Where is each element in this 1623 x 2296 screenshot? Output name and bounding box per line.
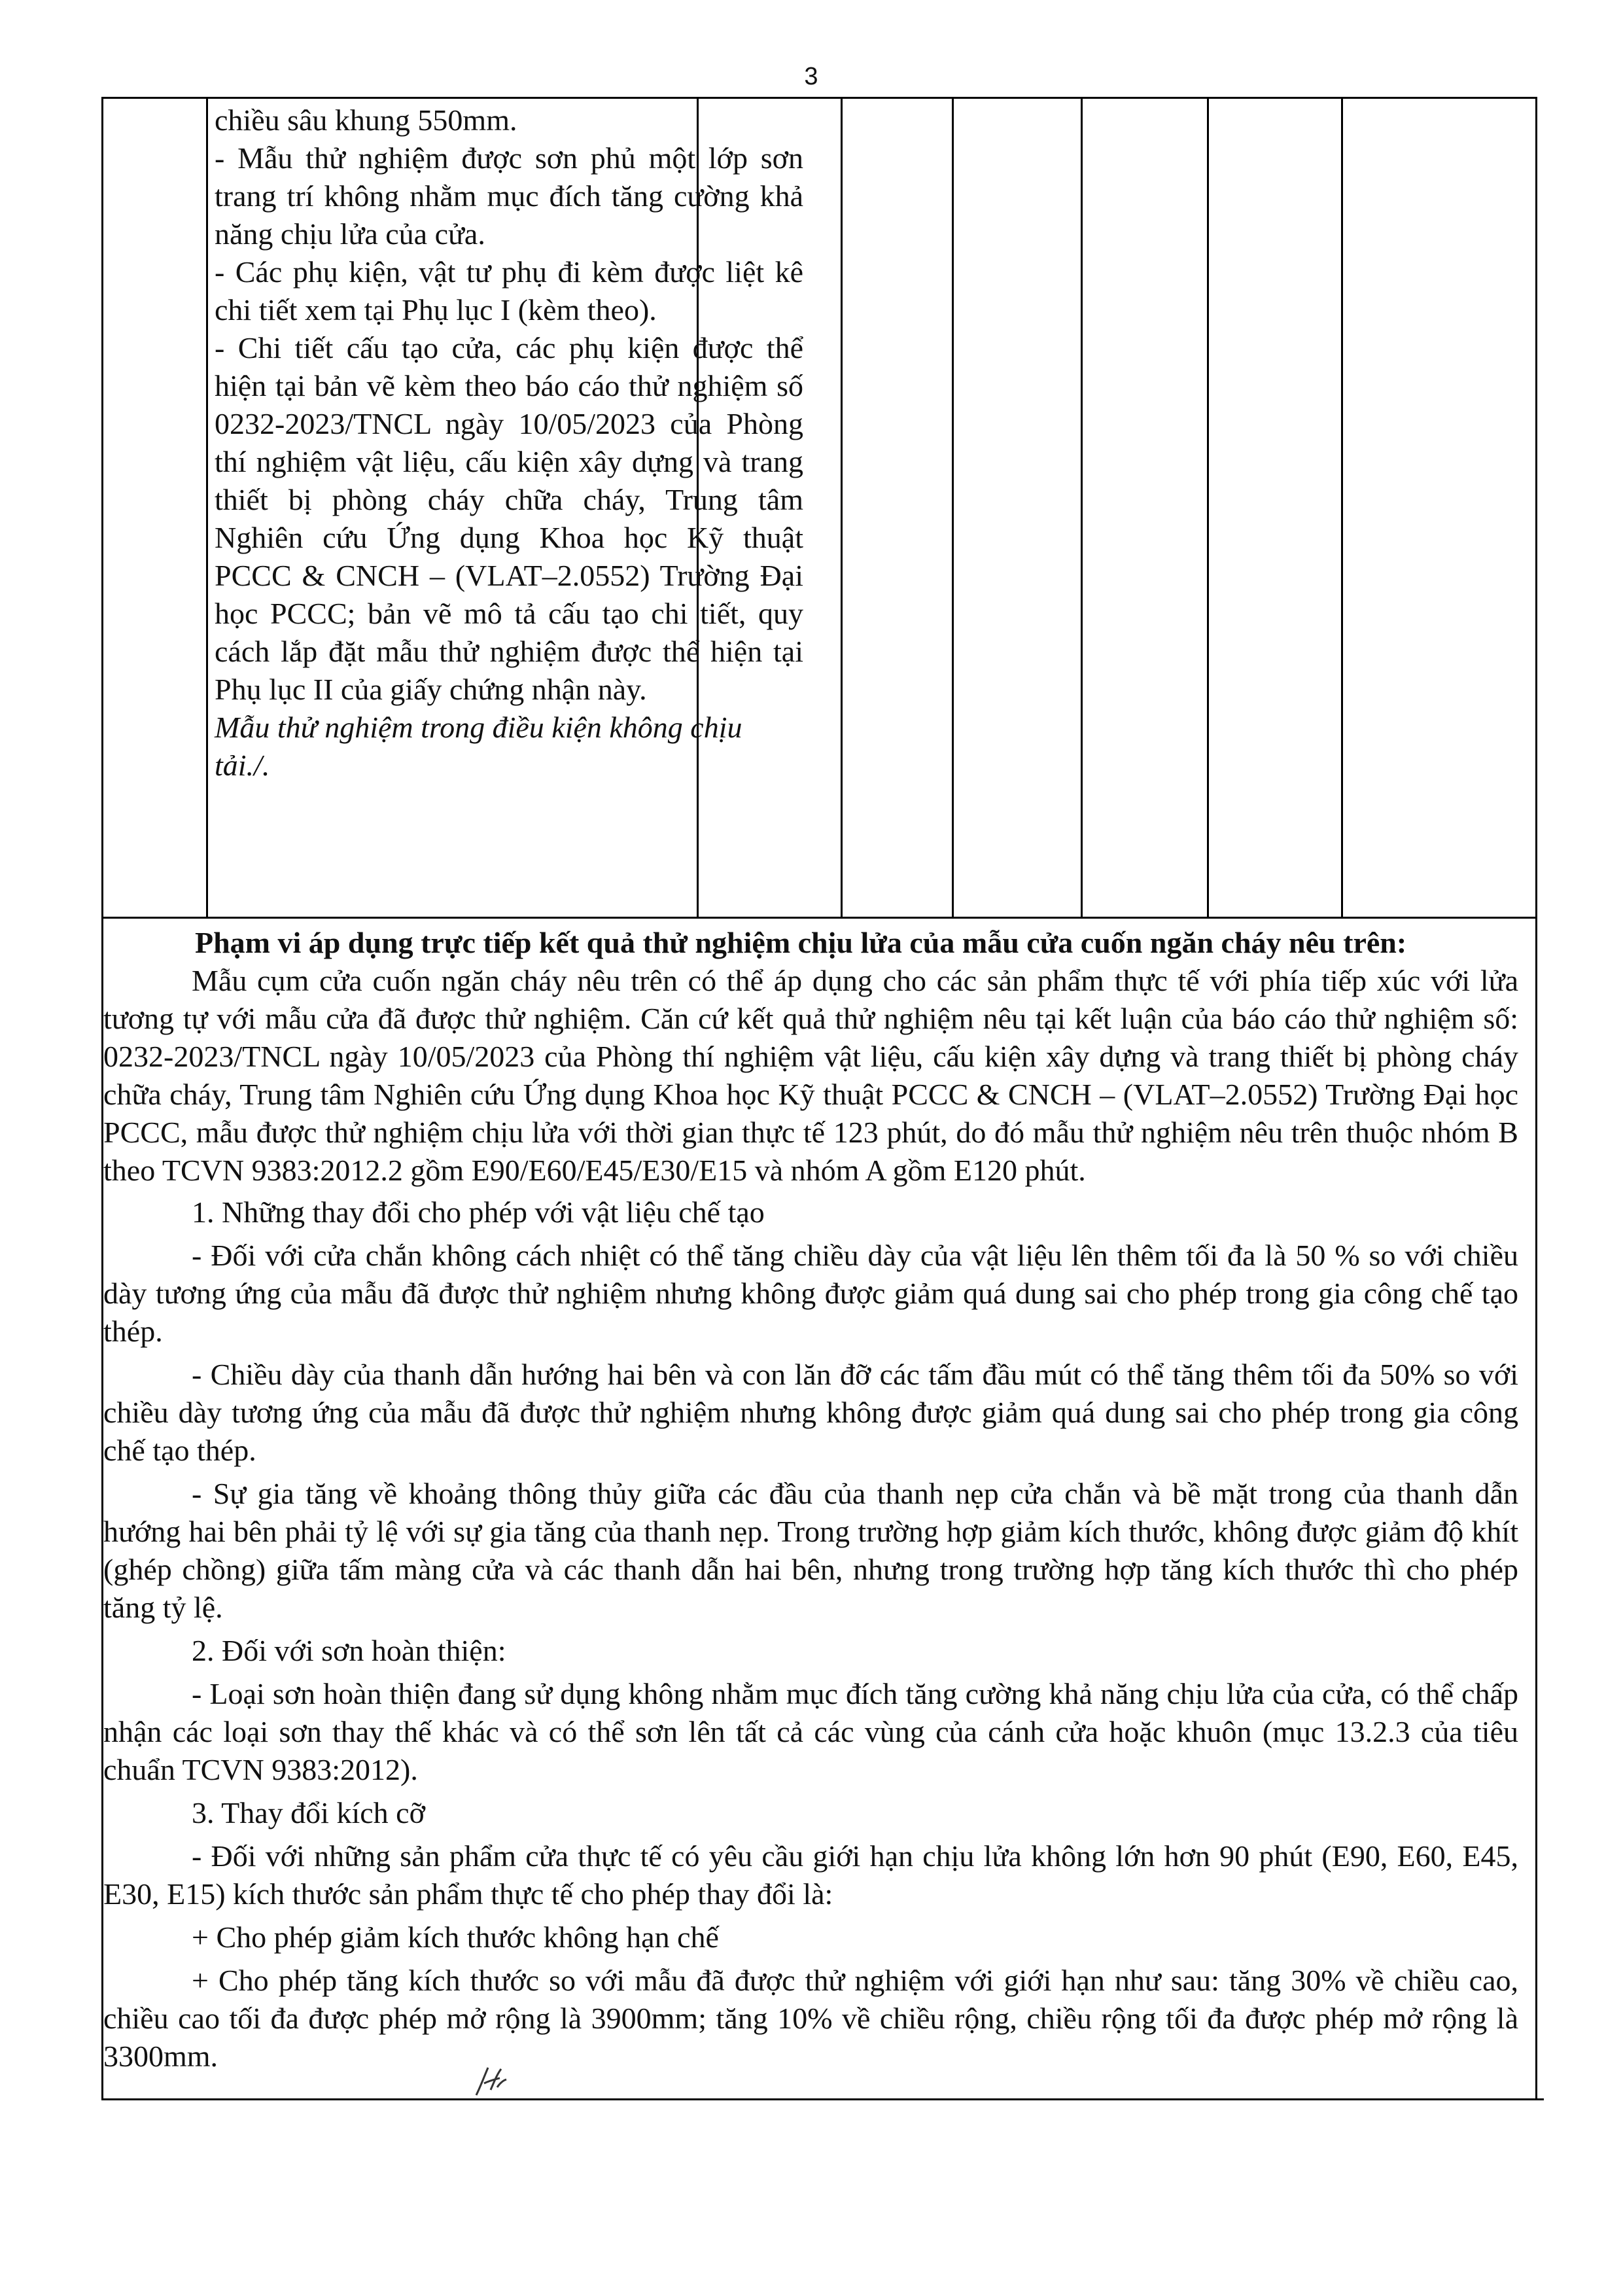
description-paragraph: - Các phụ kiện, vật tư phụ đi kèm được liệt kê chi tiết xem tại Phụ lục I (kèm theo). [215,255,803,327]
section-item: - Đối với cửa chắn không cách nhiệt có thể tăng chiều dày của vật liệu lên thêm tối đa là 50 % so với chiều dày tương ứng của mẫu đã được thử nghiệm nhưng không được giảm quá dung sai cho phép trong gia công chế tạo thép. [103,1239,1518,1348]
specification-table [101,97,1537,917]
section-item: - Đối với những sản phẩm cửa thực tế có yêu cầu giới hạn chịu lửa không lớn hơn 90 phút (E90, E60, E45, E30, E15) kích thước sản phẩm thực tế cho phép thay đổi là: [103,1839,1518,1911]
section-title: 2. Đối với sơn hoàn thiện: [192,1634,506,1667]
scope-of-application-box [101,917,1537,2099]
table-column-divider [952,99,954,917]
section-item: + Cho phép tăng kích thước so với mẫu đã được thử nghiệm với giới hạn như sau: tăng 30% về chiều cao, chiều cao tối đa được phép mở rộng là 3900mm; tăng 10% về chiều rộng, chiều rộng tối đa được phép mở rộng là 3300mm. [103,1964,1518,2073]
section-item: + Cho phép giảm kích thước không hạn chế [192,1920,719,1954]
sample-description-cell [215,101,803,785]
table-column-divider [1341,99,1343,917]
table-column-divider [1207,99,1209,917]
section-item: - Chiều dày của thanh dẫn hướng hai bên và con lăn đỡ các tấm đầu mút có thể tăng thêm tối đa 50% so với chiều dày tương ứng của mẫu đã được thử nghiệm nhưng không được giảm quá dung sai cho phép trong gia công chế tạo thép. [103,1358,1518,1467]
initials-signature-mark [471,2061,510,2100]
section-title: 1. Những thay đổi cho phép với vật liệu chế tạo [192,1195,765,1229]
description-paragraph: chiều sâu khung 550mm. [215,103,517,137]
table-column-divider [1081,99,1083,917]
section-item: - Loại sơn hoàn thiện đang sử dụng không nhằm mục đích tăng cường khả năng chịu lửa của cửa, có thể chấp nhận các loại sơn thay thế khác và có thể sơn lên tất cả các vùng của cánh cửa hoặc khuôn (mục 13.2.3 của tiêu chuẩn TCVN 9383:2012). [103,1677,1518,1786]
table-column-divider [841,99,843,917]
section-title: 3. Thay đổi kích cỡ [192,1796,425,1829]
bottom-rule [101,2098,1544,2100]
section-item: - Sự gia tăng về khoảng thông thủy giữa các đầu của thanh nẹp cửa chắn và bề mặt trong của thanh dẫn hướng hai bên phải tỷ lệ với sự gia tăng của thanh nẹp. Trong trường hợp giảm kích thước, không được giảm độ khít (ghép chồng) giữa tấm màng cửa và các thanh dẫn hai bên, nhưng trong trường hợp tăng kích thước thì cho phép tăng tỷ lệ. [103,1477,1518,1624]
scope-intro: Mẫu cụm cửa cuốn ngăn cháy nêu trên có thể áp dụng cho các sản phẩm thực tế với phía tiếp xúc với lửa tương tự với mẫu cửa đã được thử nghiệm. Căn cứ kết quả thử nghiệm nêu tại kết luận của báo cáo thử nghiệm số: 0232-2023/TNCL ngày 10/05/2023 của Phòng thí nghiệm vật liệu, cấu kiện xây dựng và trang thiết bị phòng cháy chữa cháy, Trung tâm Nghiên cứu Ứng dụng Khoa học Kỹ thuật PCCC & CNCH – (VLAT–2.0552) Trường Đại học PCCC, mẫu được thử nghiệm chịu lửa với thời gian thực tế 123 phút, do đó mẫu thử nghiệm nêu trên thuộc nhóm B theo TCVN 9383:2012.2 gồm E90/E60/E45/E30/E15 và nhóm A gồm E120 phút. [103,964,1518,1187]
description-paragraph: - Chi tiết cấu tạo cửa, các phụ kiện được thể hiện tại bản vẽ kèm theo báo cáo thử nghiệm số 0232-2023/TNCL ngày 10/05/2023 của Phòng thí nghiệm vật liệu, cấu kiện xây dựng và trang thiết bị phòng cháy chữa cháy, Trung tâm Nghiên cứu Ứng dụng Khoa học Kỹ thuật PCCC & CNCH – (VLAT–2.0552) Trường Đại học PCCC; bản vẽ mô tả cấu tạo chi tiết, quy cách lắp đặt mẫu thử nghiệm được thể hiện tại Phụ lục II của giấy chứng nhận này. [215,331,803,706]
page-number: 3 [804,63,818,90]
load-condition-note: Mẫu thử nghiệm trong điều kiện không chịu tải./. [215,711,742,782]
scope-heading: Phạm vi áp dụng trực tiếp kết quả thử nghiệm chịu lửa của mẫu cửa cuốn ngăn cháy nêu trên: [195,926,1407,959]
table-column-divider [206,99,208,917]
scope-content [103,924,1526,2081]
description-paragraph: - Mẫu thử nghiệm được sơn phủ một lớp sơn trang trí không nhằm mục đích tăng cường khả năng chịu lửa của cửa. [215,141,803,251]
